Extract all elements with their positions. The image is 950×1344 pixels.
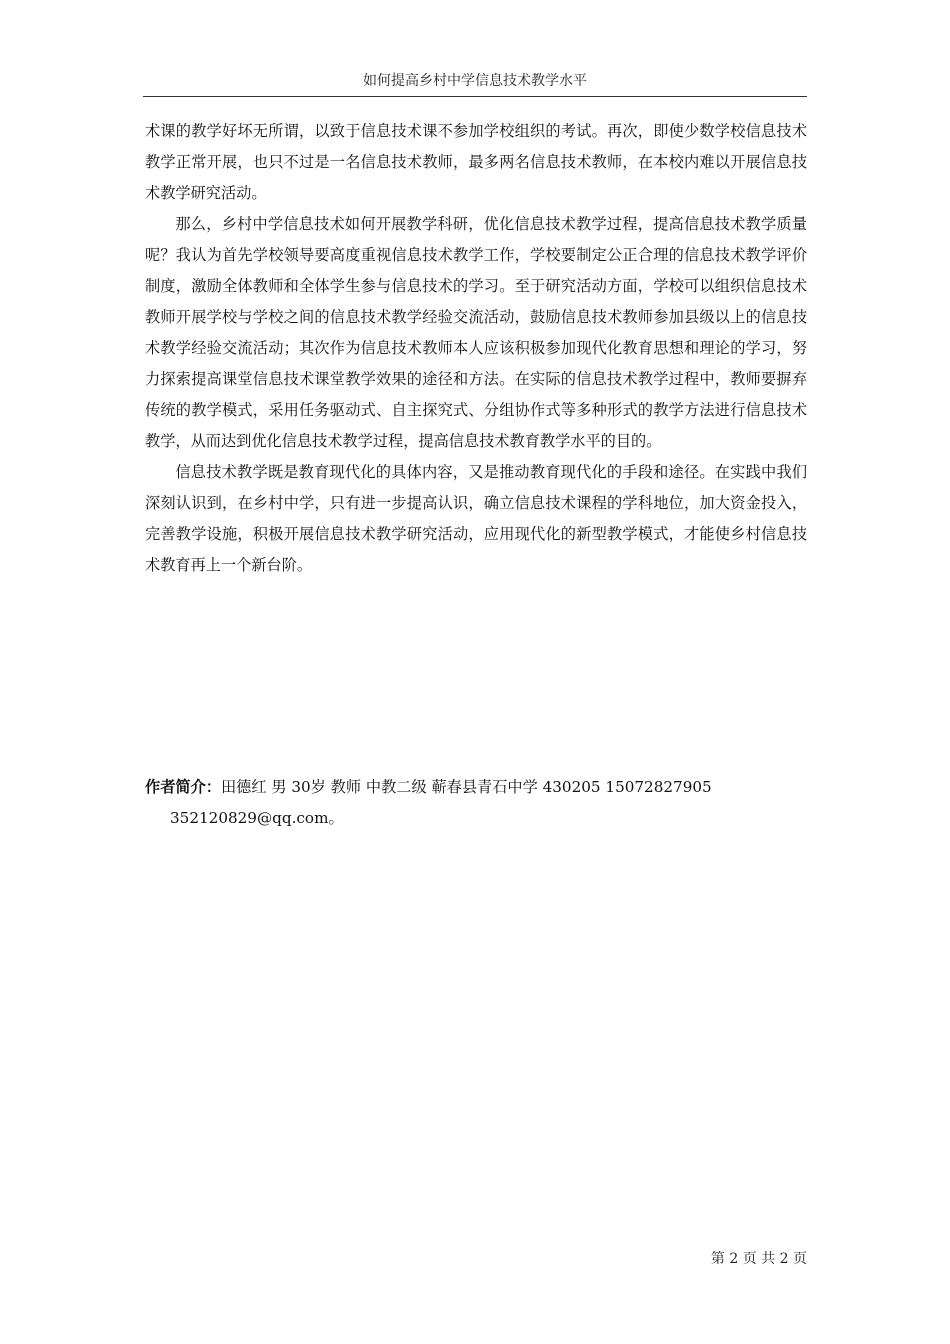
- author-bio: [145, 772, 807, 834]
- author-email: 352120829@qq.com。: [170, 809, 344, 827]
- paragraph-3: 信息技术教学既是教育现代化的具体内容，又是推动教育现代化的手段和途径。在实践中我们深刻认识到，在乡村中学，只有进一步提高认识，确立信息技术课程的学科地位，加大资金投入，完善教学设施，积极开展信息技术教学研究活动，应用现代化的新型教学模式，才能使乡村信息技术教育再上一个新台阶。: [145, 463, 807, 574]
- header-divider: [143, 96, 807, 97]
- author-bio-line-1: [145, 772, 807, 803]
- page-header-title: 如何提高乡村中学信息技术教学水平: [363, 73, 587, 89]
- author-bio-label: 作者简介：: [145, 778, 221, 796]
- paragraph-1: 术课的教学好坏无所谓，以致于信息技术课不参加学校组织的考试。再次，即使少数学校信息技术教学正常开展，也只不过是一名信息技术教师，最多两名信息技术教师，在本校内难以开展信息技术教学研究活动。: [145, 122, 807, 202]
- paragraph-2: 那么，乡村中学信息技术如何开展教学科研，优化信息技术教学过程，提高信息技术教学质量呢？我认为首先学校领导要高度重视信息技术教学工作，学校要制定公正合理的信息技术教学评价制度，激励全体教师和全体学生参与信息技术的学习。至于研究活动方面，学校可以组织信息技术教师开展学校与学校之间的信息技术教学经验交流活动，鼓励信息技术教师参加县级以上的信息技术教学经验交流活动；其次作为信息技术教师本人应该积极参加现代化教育思想和理论的学习，努力探索提高课堂信息技术课堂教学效果的途径和方法。在实际的信息技术教学过程中，教师要摒弃传统的教学模式，采用任务驱动式、自主探究式、分组协作式等多种形式的教学方法进行信息技术教学，从而达到优化信息技术教学过程，提高信息技术教育教学水平的目的。: [145, 215, 807, 450]
- author-bio-details: 田德红 男 30岁 教师 中教二级 蕲春县青石中学 430205 15072827905: [220, 778, 712, 796]
- page-number-footer: 第 2 页 共 2 页: [710, 1251, 807, 1267]
- document-body: [145, 116, 807, 581]
